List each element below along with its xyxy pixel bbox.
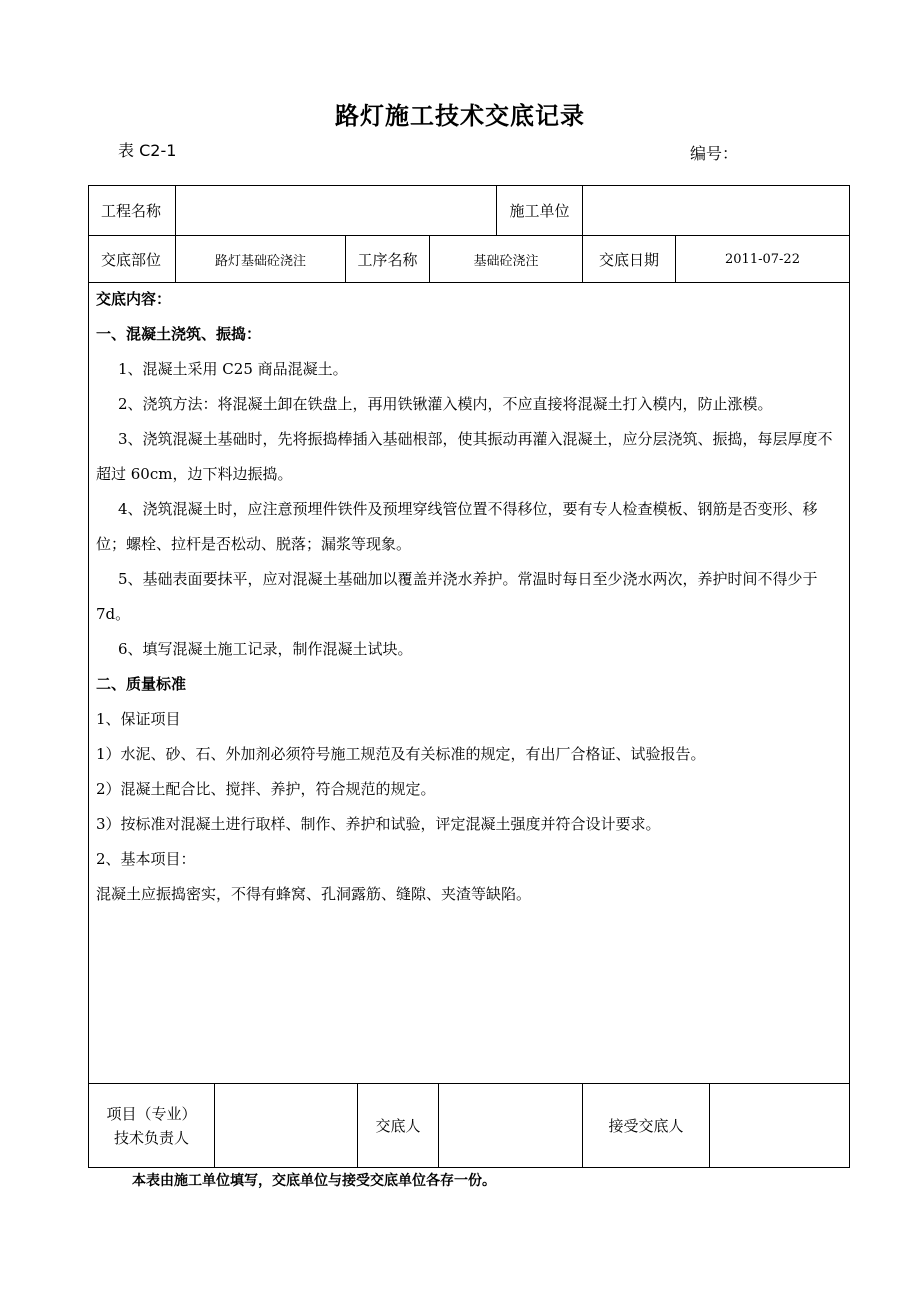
discloser-label: 交底人 [375, 1117, 421, 1135]
form-number: 表 C2-1 [118, 141, 177, 160]
section-2-title: 二、质量标准 [96, 675, 187, 693]
disclosure-part-value: 路灯基础砼浇注 [214, 253, 306, 269]
basic-items-text: 混凝土应振捣密实，不得有蜂窝、孔洞露筋、缝隙、夹渣等缺陷。 [96, 885, 532, 903]
project-name-label: 工程名称 [101, 202, 162, 220]
project-name-value [176, 186, 496, 235]
tech-leader-label-line1: 项目（专业） [106, 1105, 197, 1123]
section-1-item: 5、基础表面要抹平，应对混凝土基础加以覆盖并浇水养护。常温时每日至少浇水两次，养护时间不得少于 7d。 [96, 570, 818, 623]
disclosure-part-label: 交底部位 [101, 250, 162, 269]
guarantee-items-title: 1、保证项目 [96, 710, 181, 728]
section-1-item: 1、混凝土采用 C25 商品混凝土。 [118, 360, 348, 378]
basic-items-title: 2、基本项目： [96, 850, 196, 868]
disclosure-date-value: 2011-07-22 [725, 251, 800, 267]
section-1-item: 6、填写混凝土施工记录，制作混凝土试块。 [118, 640, 413, 658]
guarantee-item: 1）水泥、砂、石、外加剂必须符号施工规范及有关标准的规定，有出厂合格证、试验报告。 [96, 745, 706, 763]
section-1-item: 4、浇筑混凝土时，应注意预埋件铁件及预埋穿线管位置不得移位，要有专人检查模板、钢筋是否变形、移位；螺栓、拉杆是否松动、脱落；漏浆等现象。 [96, 500, 818, 553]
section-1-item: 3、浇筑混凝土基础时，先将振捣棒插入基础根部，使其振动再灌入混凝土，应分层浇筑、振捣，每层厚度不超过 60cm，边下料边振捣。 [96, 430, 833, 483]
guarantee-item: 3）按标准对混凝土进行取样、制作、养护和试验，评定混凝土强度并符合设计要求。 [96, 815, 661, 833]
serial-number-label: 编号： [690, 144, 739, 163]
content-intro: 交底内容： [96, 290, 172, 308]
page-title: 路灯施工技术交底记录 [335, 102, 585, 130]
disclosure-date-label: 交底日期 [598, 250, 659, 269]
section-1-item: 2、浇筑方法：将混凝土卸在铁盘上，再用铁锹灌入模内，不应直接将混凝土打入模内，防止涨模。 [118, 395, 773, 413]
process-name-value: 基础砼浇注 [473, 253, 539, 269]
disclosure-content [96, 282, 842, 912]
tech-leader-label-line2: 技术负责人 [113, 1129, 189, 1147]
construction-unit-value [583, 186, 849, 235]
tech-leader-label [89, 1084, 214, 1168]
section-1-title: 一、混凝土浇筑、振捣： [96, 325, 262, 343]
guarantee-item: 2）混凝土配合比、搅拌、养护，符合规范的规定。 [96, 780, 436, 798]
process-name-label: 工序名称 [357, 250, 418, 269]
receiver-label: 接受交底人 [608, 1117, 684, 1135]
construction-unit-label: 施工单位 [509, 202, 570, 220]
receiver-signature [710, 1084, 849, 1168]
footer-note: 本表由施工单位填写，交底单位与接受交底单位各存一份。 [132, 1173, 496, 1189]
tech-leader-signature [215, 1084, 357, 1168]
discloser-signature [439, 1084, 582, 1168]
